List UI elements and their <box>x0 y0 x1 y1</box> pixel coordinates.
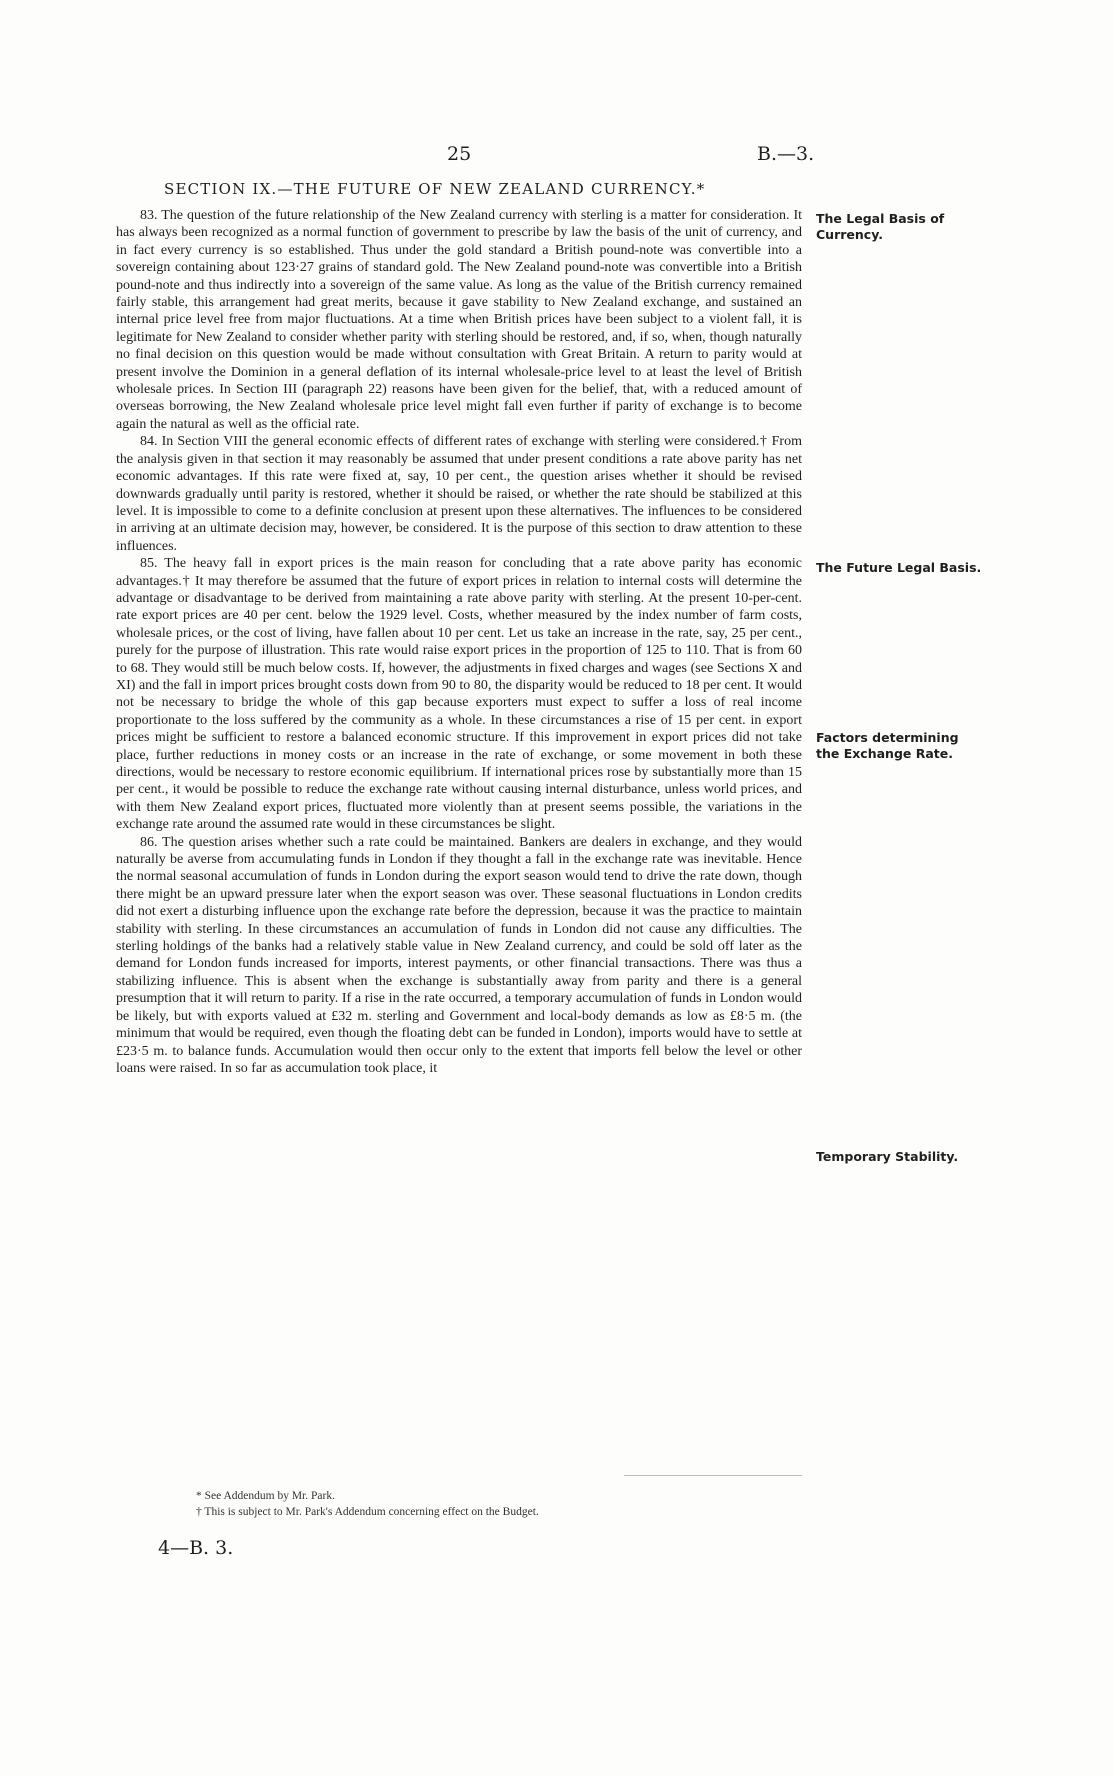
printer-signature: 4—B. 3. <box>158 1537 234 1559</box>
margin-note-legal-basis: The Legal Basis of Currency. <box>816 211 945 242</box>
margin-note-future-legal-basis: The Future Legal Basis. <box>816 560 982 575</box>
page-number: 25 <box>447 143 472 165</box>
body-text <box>116 207 802 1077</box>
document-reference: B.—3. <box>757 143 815 165</box>
margin-note-factors-exchange-rate: Factors determining the Exchange Rate. <box>816 730 959 761</box>
margin-note-temporary-stability: Temporary Stability. <box>816 1149 959 1164</box>
footnote-1: * See Addendum by Mr. Park. <box>196 1490 335 1502</box>
footnote-2: † This is subject to Mr. Park's Addendum concerning effect on the Budget. <box>196 1506 539 1518</box>
paragraph-84: 84. In Section VIII the general economic effects of different rates of exchange with sterling were considered.† From the analysis given in that section it may reasonably be assumed that under present conditions a rate above parity has net economic advantages. If this rate were fixed at, say, 10 per cent., the question arises whether it should be revised downwards gradually until parity is restored, whether it should be raised, or whether the rate should be stabilized at this level. It is impossible to come to a definite conclusion at present upon these alternatives. The influences to be considered in arriving at an ultimate decision may, however, be considered. It is the purpose of this section to draw attention to these influences. <box>116 434 802 554</box>
section-title: SECTION IX.—THE FUTURE OF NEW ZEALAND CURRENCY.* <box>164 180 706 198</box>
paragraph-83: 83. The question of the future relationship of the New Zealand currency with sterling is a matter for consideration. It has always been recognized as a normal function of government to prescribe by law the basis of the unit of currency, and in fact every currency is so established. Thus under the gold standard a British pound-note was convertible into a sovereign containing about 123·27 grains of standard gold. The New Zealand pound-note was convertible into a British pound-note and thus indirectly into a sovereign of the same value. As long as the value of the British currency remained fairly stable, this arrangement had great merits, because it gave stability to New Zealand exchange, and sustained an internal price level free from major fluctuations. At a time when British prices have been subject to a violent fall, it is legitimate for New Zealand to consider whether parity with sterling should be restored, and, if so, when, though naturally no final decision on this question would be made without consultation with Great Britain. A return to parity would at present involve the Dominion in a general deflation of its internal wholesale-price level to at least the level of British wholesale prices. In Section III (paragraph 22) reasons have been given for the belief, that, with a reduced amount of overseas borrowing, the New Zealand wholesale price level might fall even further if parity of exchange is to become again the natural as well as the official rate. <box>116 208 802 432</box>
paragraph-85: 85. The heavy fall in export prices is the main reason for concluding that a rate above parity has economic advantages.† It may therefore be assumed that the future of export prices in relation to internal costs will determine the advantage or disadvantage to be derived from maintaining a rate above parity with sterling. At the present 10-per-cent. rate export prices are 40 per cent. below the 1929 level. Costs, whether measured by the index number of farm costs, wholesale prices, or the cost of living, have fallen about 10 per cent. Let us take an increase in the rate, say, 25 per cent., purely for the purpose of illustration. This rate would raise export prices in the proportion of 125 to 110. That is from 60 to 68. They would still be much below costs. If, however, the adjustments in fixed charges and wages (see Sections X and XI) and the fall in import prices brought costs down from 90 to 80, the disparity would be reduced to 18 per cent. It would not be necessary to bridge the whole of this gap because exporters must expect to suffer a loss of real income proportionate to the loss suffered by the community as a whole. In these circumstances a rise of 15 per cent. in export prices might be sufficient to restore a balanced economic structure. If this improvement in export prices did not take place, further reductions in money costs or an increase in the rate of exchange, or some movement in both these directions, would be necessary to restore economic equilibrium. If international prices rose by substantially more than 15 per cent., it would be possible to reduce the exchange rate without causing internal disturbance, unless world prices, and with them New Zealand export prices, fluctuated more violently than at present seems possible, the variations in the exchange rate around the assumed rate would in these circumstances be slight. <box>116 556 802 833</box>
footnote-divider <box>624 1475 802 1476</box>
paragraph-86: 86. The question arises whether such a rate could be maintained. Bankers are dealers in exchange, and they would naturally be averse from accumulating funds in London if they thought a fall in the exchange rate was inevitable. Hence the normal seasonal accumulation of funds in London during the export season would tend to drive the rate down, though there might be an upward pressure later when the export season was over. These seasonal fluctuations in London credits did not exert a disturbing influence upon the exchange rate before the depression, because it was the practice to maintain stability with sterling. In these circumstances an accumulation of funds in London did not cause any difficulties. The sterling holdings of the banks had a relatively stable value in New Zealand currency, and could be sold off later as the demand for London funds increased for imports, interest payments, or other financial transactions. There was thus a stabilizing influence. This is absent when the exchange is substantially away from parity and there is a general presumption that it will return to parity. If a rise in the rate occurred, a temporary accumulation of funds in London would be likely, but with exports valued at £32 m. sterling and Government and local-body demands as low as £8·5 m. (the minimum that would be required, even though the floating debt can be funded in London), imports would have to settle at £23·5 m. to balance funds. Accumulation would then occur only to the extent that imports fell below the level or other loans were raised. In so far as accumulation took place, it <box>116 834 802 1076</box>
